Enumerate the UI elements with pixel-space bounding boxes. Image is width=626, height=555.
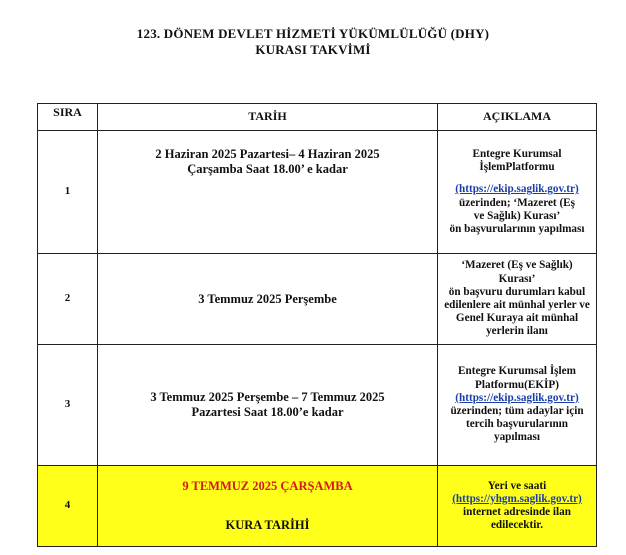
aciklama-line: ve Sağlık) Kurası’ — [473, 209, 561, 222]
yhgm-link[interactable]: (https://yhgm.saglik.gov.tr) — [452, 492, 582, 505]
title-line-1: 123. DÖNEM DEVLET HİZMETİ YÜKÜMLÜLÜĞÜ (DHY) — [136, 26, 490, 41]
tarih-line: Çarşamba Saat 18.00’ e kadar — [187, 162, 348, 176]
page-title — [0, 26, 626, 58]
header-sira: SIRA — [38, 104, 98, 131]
row-sira: 3 — [38, 345, 98, 466]
aciklama-line: Entegre Kurumsal — [472, 147, 562, 160]
row-sira: 2 — [38, 254, 98, 345]
aciklama-line: tercih başvurularının — [465, 418, 569, 431]
row-sira: 1 — [38, 131, 98, 254]
aciklama-line: yerlerin ilanı — [486, 325, 548, 338]
aciklama-line: ön başvuru durumları kabul — [448, 285, 586, 298]
aciklama-line: İşlemPlatformu — [479, 161, 555, 174]
ekip-link[interactable]: (https://ekip.saglik.gov.tr) — [455, 391, 579, 404]
row-sira: 4 — [38, 466, 98, 547]
row-aciklama — [438, 254, 597, 345]
title-line-2: KURASI TAKVİMİ — [255, 42, 371, 57]
aciklama-line: Platformu(EKİP) — [475, 378, 559, 391]
tarih-line: Pazartesi Saat 18.00’e kadar — [191, 405, 344, 419]
row-aciklama — [438, 131, 597, 254]
table-row — [38, 254, 597, 345]
row-tarih — [98, 466, 438, 547]
tarih-line: 2 Haziran 2025 Pazartesi– 4 Haziran 2025 — [155, 147, 380, 161]
aciklama-line: üzerinden; tüm adaylar için — [450, 405, 584, 417]
aciklama-line: internet adresinde ilan — [463, 506, 571, 518]
table-row — [38, 345, 597, 466]
aciklama-line: edilecektir. — [490, 519, 544, 532]
header-aciklama: AÇIKLAMA — [438, 104, 597, 131]
header-tarih: TARİH — [98, 104, 438, 131]
schedule-table — [37, 103, 597, 547]
row-tarih: 3 Temmuz 2025 Perşembe — [98, 254, 438, 345]
aciklama-line: yapılması — [493, 431, 540, 444]
aciklama-line: üzerinden; ‘Mazeret (Eş — [459, 196, 575, 209]
table-row — [38, 131, 597, 254]
aciklama-line: Genel Kuraya ait münhal — [455, 312, 579, 325]
aciklama-line: Yeri ve saati — [487, 479, 547, 492]
table-row-highlighted — [38, 466, 597, 547]
aciklama-line: Entegre Kurumsal İşlem — [458, 365, 576, 378]
aciklama-line: ‘Mazeret (Eş ve Sağlık) Kurası’ — [461, 259, 573, 285]
row-tarih — [98, 345, 438, 466]
aciklama-line: edilenlere ait münhal yerler ve — [444, 299, 590, 311]
kura-label: KURA TARİHİ — [225, 518, 310, 532]
row-tarih — [98, 131, 438, 254]
tarih-line: 3 Temmuz 2025 Perşembe – 7 Temmuz 2025 — [150, 390, 385, 404]
ekip-link[interactable]: (https://ekip.saglik.gov.tr) — [455, 183, 579, 196]
row-aciklama — [438, 345, 597, 466]
kura-date: 9 TEMMUZ 2025 ÇARŞAMBA — [182, 479, 353, 493]
row-aciklama — [438, 466, 597, 547]
table-header-row — [38, 104, 597, 131]
aciklama-line: ön başvurularının yapılması — [449, 222, 585, 235]
